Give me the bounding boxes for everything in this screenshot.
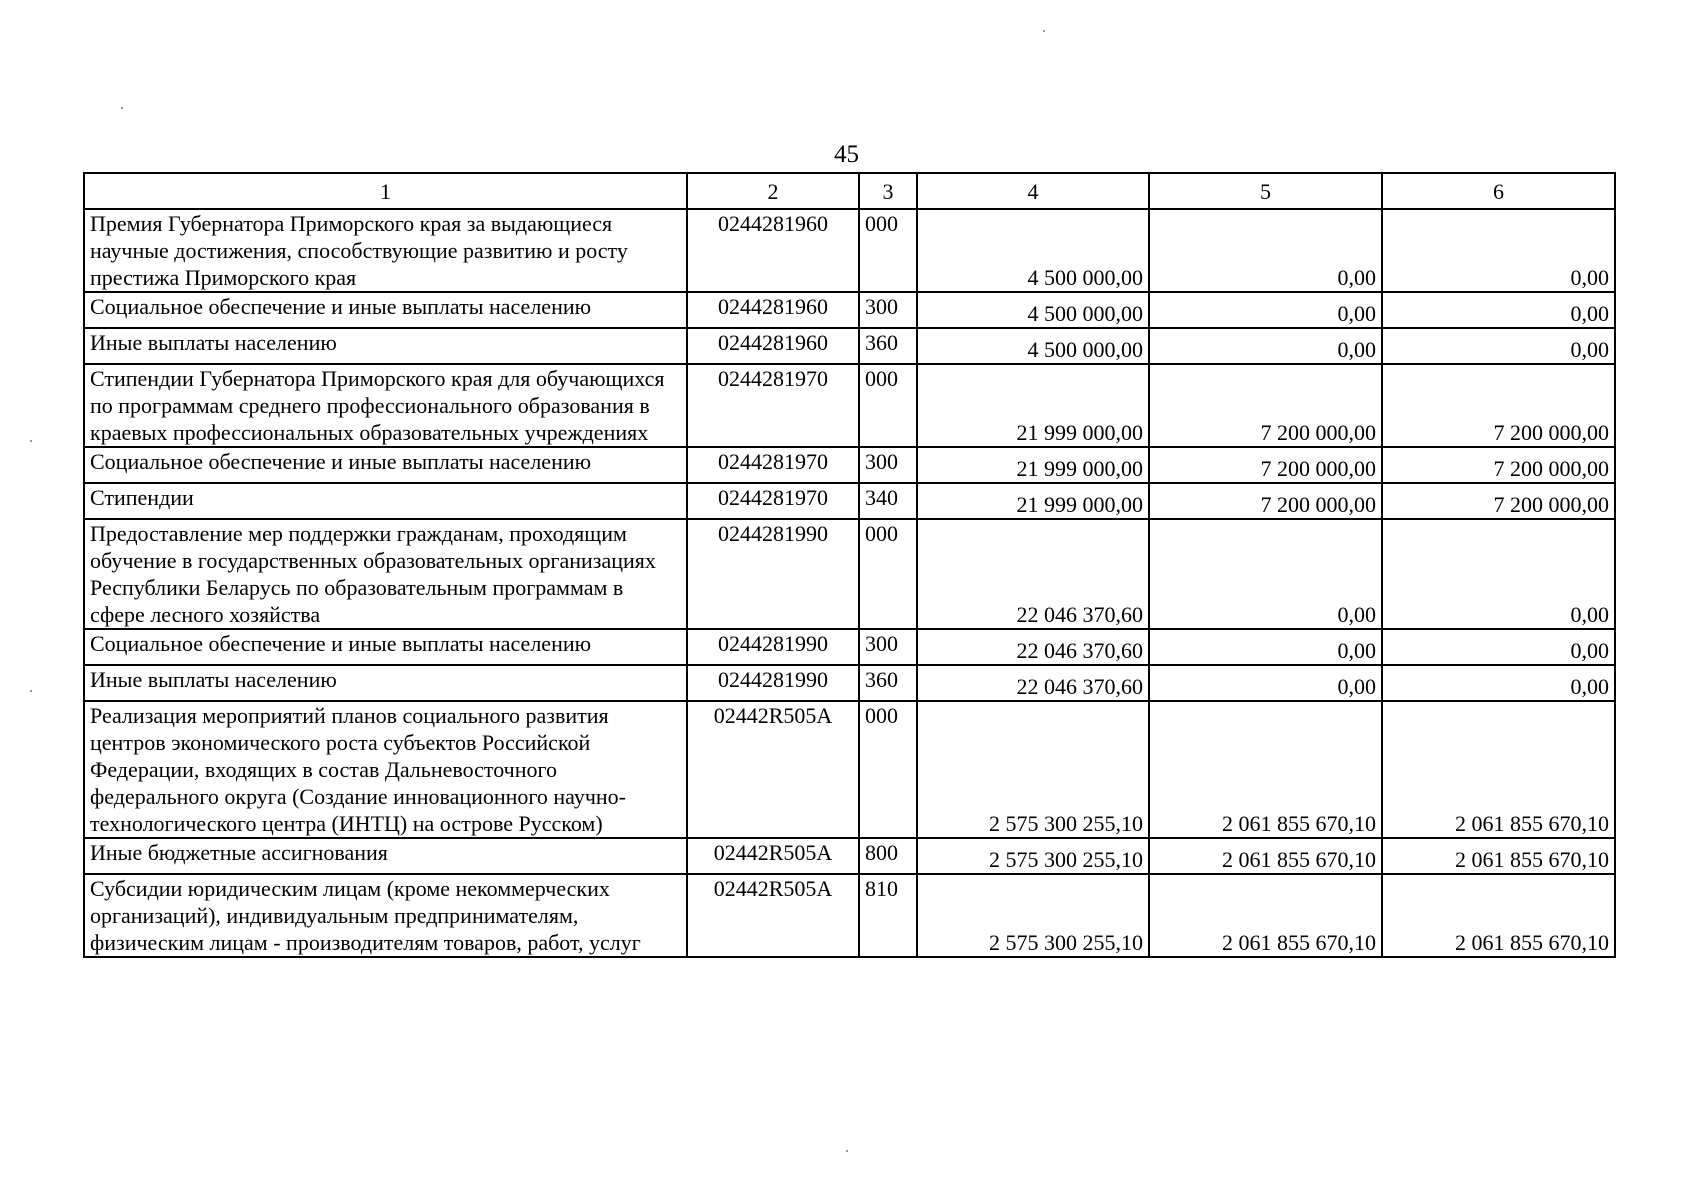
row-code-cell: 0244281970 (687, 364, 859, 447)
row-amount-col6-cell: 7 200 000,00 (1382, 483, 1615, 519)
row-amount-col5-cell: 7 200 000,00 (1149, 483, 1382, 519)
row-code-cell: 0244281970 (687, 447, 859, 483)
row-amount-col6-cell: 2 061 855 670,10 (1382, 838, 1615, 874)
row-code-cell: 0244281960 (687, 328, 859, 364)
row-amount-col4-cell: 4 500 000,00 (917, 328, 1149, 364)
row-name-cell: Стипендии (84, 483, 687, 519)
row-name-cell: Реализация мероприятий планов социального развития центров экономического роста субъектов Российской Федерации, входящих в состав Дальневосточного федерального округа (Создание инновационного научно-технологического центра (ИНТЦ) на острове Русском) (84, 701, 687, 838)
row-amount-col4-cell: 21 999 000,00 (917, 483, 1149, 519)
table-body (84, 209, 1615, 957)
row-amount-col4-cell: 4 500 000,00 (917, 209, 1149, 292)
row-amount-col4-cell: 2 575 300 255,10 (917, 874, 1149, 957)
row-amount-col6-cell: 0,00 (1382, 665, 1615, 701)
row-name-cell: Иные бюджетные ассигнования (84, 838, 687, 874)
row-amount-col4-cell: 22 046 370,60 (917, 665, 1149, 701)
row-name-cell: Социальное обеспечение и иные выплаты населению (84, 447, 687, 483)
row-code-cell: 0244281960 (687, 292, 859, 328)
row-name-cell: Субсидии юридическим лицам (кроме некоммерческих организаций), индивидуальным предпринимателям, физическим лицам - производителям товаров, работ, услуг (84, 874, 687, 957)
row-amount-col4-cell: 2 575 300 255,10 (917, 838, 1149, 874)
row-expense-kind-cell: 000 (859, 519, 917, 629)
table-row (84, 519, 1615, 629)
scan-speck (1043, 30, 1045, 32)
table-row (84, 665, 1615, 701)
row-amount-col4-cell: 22 046 370,60 (917, 519, 1149, 629)
row-expense-kind-cell: 000 (859, 364, 917, 447)
table-row (84, 292, 1615, 328)
row-amount-col4-cell: 2 575 300 255,10 (917, 701, 1149, 838)
budget-table (83, 172, 1616, 958)
column-header-4: 4 (917, 173, 1149, 209)
row-code-cell: 0244281960 (687, 209, 859, 292)
table-row (84, 364, 1615, 447)
row-amount-col6-cell: 0,00 (1382, 519, 1615, 629)
row-code-cell: 02442R505A (687, 874, 859, 957)
table-row (84, 328, 1615, 364)
row-amount-col5-cell: 0,00 (1149, 519, 1382, 629)
table-row (84, 483, 1615, 519)
row-amount-col4-cell: 4 500 000,00 (917, 292, 1149, 328)
row-amount-col6-cell: 0,00 (1382, 328, 1615, 364)
column-header-1: 1 (84, 173, 687, 209)
row-amount-col5-cell: 7 200 000,00 (1149, 447, 1382, 483)
table-row (84, 701, 1615, 838)
row-code-cell: 0244281970 (687, 483, 859, 519)
row-amount-col6-cell: 0,00 (1382, 629, 1615, 665)
row-amount-col5-cell: 2 061 855 670,10 (1149, 701, 1382, 838)
row-expense-kind-cell: 360 (859, 328, 917, 364)
row-amount-col5-cell: 0,00 (1149, 665, 1382, 701)
row-name-cell: Предоставление мер поддержки гражданам, проходящим обучение в государственных образовательных организациях Республики Беларусь по образовательным программам в сфере лесного хозяйства (84, 519, 687, 629)
row-amount-col4-cell: 22 046 370,60 (917, 629, 1149, 665)
row-code-cell: 02442R505A (687, 701, 859, 838)
row-expense-kind-cell: 340 (859, 483, 917, 519)
column-header-3: 3 (859, 173, 917, 209)
row-expense-kind-cell: 000 (859, 209, 917, 292)
scan-speck (30, 440, 32, 442)
row-amount-col6-cell: 2 061 855 670,10 (1382, 874, 1615, 957)
scan-speck (846, 1150, 848, 1152)
row-name-cell: Социальное обеспечение и иные выплаты населению (84, 629, 687, 665)
row-name-cell: Иные выплаты населению (84, 665, 687, 701)
row-expense-kind-cell: 360 (859, 665, 917, 701)
row-amount-col5-cell: 2 061 855 670,10 (1149, 874, 1382, 957)
row-expense-kind-cell: 300 (859, 292, 917, 328)
row-amount-col6-cell: 7 200 000,00 (1382, 364, 1615, 447)
row-amount-col4-cell: 21 999 000,00 (917, 364, 1149, 447)
row-amount-col4-cell: 21 999 000,00 (917, 447, 1149, 483)
column-header-2: 2 (687, 173, 859, 209)
row-code-cell: 02442R505A (687, 838, 859, 874)
page-number: 45 (834, 141, 859, 168)
row-code-cell: 0244281990 (687, 665, 859, 701)
row-amount-col5-cell: 0,00 (1149, 629, 1382, 665)
table-header (84, 173, 1615, 209)
row-expense-kind-cell: 810 (859, 874, 917, 957)
row-code-cell: 0244281990 (687, 519, 859, 629)
scan-speck (30, 690, 32, 692)
row-name-cell: Иные выплаты населению (84, 328, 687, 364)
row-amount-col6-cell: 7 200 000,00 (1382, 447, 1615, 483)
row-amount-col5-cell: 0,00 (1149, 328, 1382, 364)
row-amount-col5-cell: 0,00 (1149, 292, 1382, 328)
table-row (84, 447, 1615, 483)
column-header-6: 6 (1382, 173, 1615, 209)
column-header-5: 5 (1149, 173, 1382, 209)
table-row (84, 874, 1615, 957)
row-amount-col5-cell: 2 061 855 670,10 (1149, 838, 1382, 874)
row-expense-kind-cell: 300 (859, 447, 917, 483)
row-name-cell: Стипендии Губернатора Приморского края для обучающихся по программам среднего профессионального образования в краевых профессиональных образовательных учреждениях (84, 364, 687, 447)
table-row (84, 209, 1615, 292)
row-code-cell: 0244281990 (687, 629, 859, 665)
row-name-cell: Премия Губернатора Приморского края за выдающиеся научные достижения, способствующие развитию и росту престижа Приморского края (84, 209, 687, 292)
row-name-cell: Социальное обеспечение и иные выплаты населению (84, 292, 687, 328)
scan-speck (121, 107, 123, 109)
row-expense-kind-cell: 800 (859, 838, 917, 874)
table-row (84, 629, 1615, 665)
row-expense-kind-cell: 300 (859, 629, 917, 665)
row-amount-col6-cell: 2 061 855 670,10 (1382, 701, 1615, 838)
row-amount-col6-cell: 0,00 (1382, 209, 1615, 292)
row-amount-col5-cell: 7 200 000,00 (1149, 364, 1382, 447)
row-expense-kind-cell: 000 (859, 701, 917, 838)
row-amount-col5-cell: 0,00 (1149, 209, 1382, 292)
table-row (84, 838, 1615, 874)
row-amount-col6-cell: 0,00 (1382, 292, 1615, 328)
